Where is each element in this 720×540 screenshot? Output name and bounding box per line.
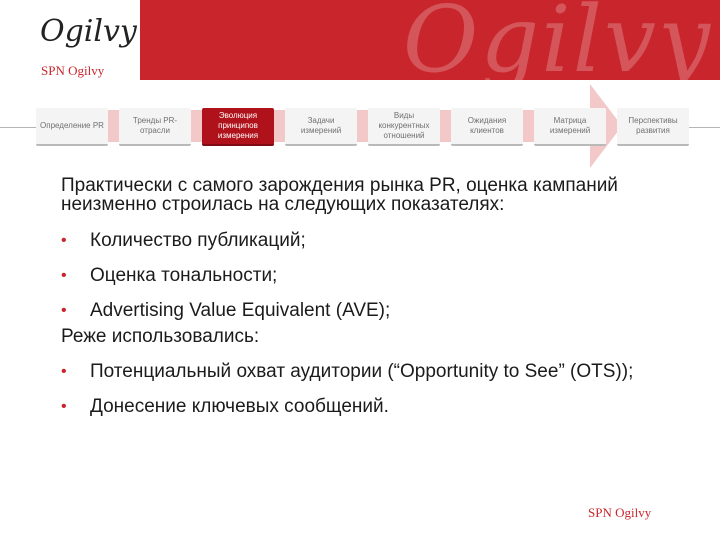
- intro-paragraph: Практически с самого зарождения рынка PR, оценка кампаний неизменно строилась на следующих показателях:: [61, 175, 618, 215]
- bullet-text: Оценка тональности;: [90, 265, 278, 286]
- spn-ogilvy-logo-text: SPN Ogilvy: [41, 63, 105, 78]
- slide-body: [61, 176, 681, 416]
- bullet-text: Донесение ключевых сообщений.: [90, 396, 389, 417]
- footer-logo-text: SPN Ogilvy: [588, 505, 652, 520]
- bullet-text: Потенциальный охват аудитории (“Opportunity to See” (OTS));: [90, 361, 634, 382]
- bullet-text: Количество публикаций;: [90, 230, 306, 251]
- nav-progress-arrow: [0, 80, 720, 180]
- nav-item-trends[interactable]: Тренды PR-отрасли: [119, 108, 191, 146]
- bullet-icon: •: [61, 232, 67, 249]
- bullet-text: Advertising Value Equivalent (AVE);: [90, 300, 391, 321]
- secondary-heading: Реже использовались:: [61, 326, 260, 347]
- list-item: [61, 397, 681, 416]
- nav-item-competition[interactable]: Виды конкурентных отношений: [368, 108, 440, 146]
- bullet-icon: •: [61, 363, 67, 380]
- bullet-icon: •: [61, 398, 67, 415]
- nav-item-tasks[interactable]: Задачи измерений: [285, 108, 357, 146]
- nav-item-definition[interactable]: Определение PR: [36, 108, 108, 146]
- nav-item-evolution[interactable]: Эволюция принципов измерения: [202, 108, 274, 146]
- nav-item-prospects[interactable]: Перспективы развития: [617, 108, 689, 146]
- ogilvy-logo: Ogilvy: [40, 14, 137, 49]
- nav-item-matrix[interactable]: Матрица измерений: [534, 108, 606, 146]
- list-item: [61, 301, 681, 320]
- list-item: [61, 231, 681, 250]
- list-item: [61, 266, 681, 285]
- list-item: [61, 362, 681, 381]
- nav-item-expectations[interactable]: Ожидания клиентов: [451, 108, 523, 146]
- bullet-icon: •: [61, 302, 67, 319]
- header-banner: [140, 0, 720, 93]
- banner-watermark: Ogilvy: [402, 0, 712, 93]
- bullet-icon: •: [61, 267, 67, 284]
